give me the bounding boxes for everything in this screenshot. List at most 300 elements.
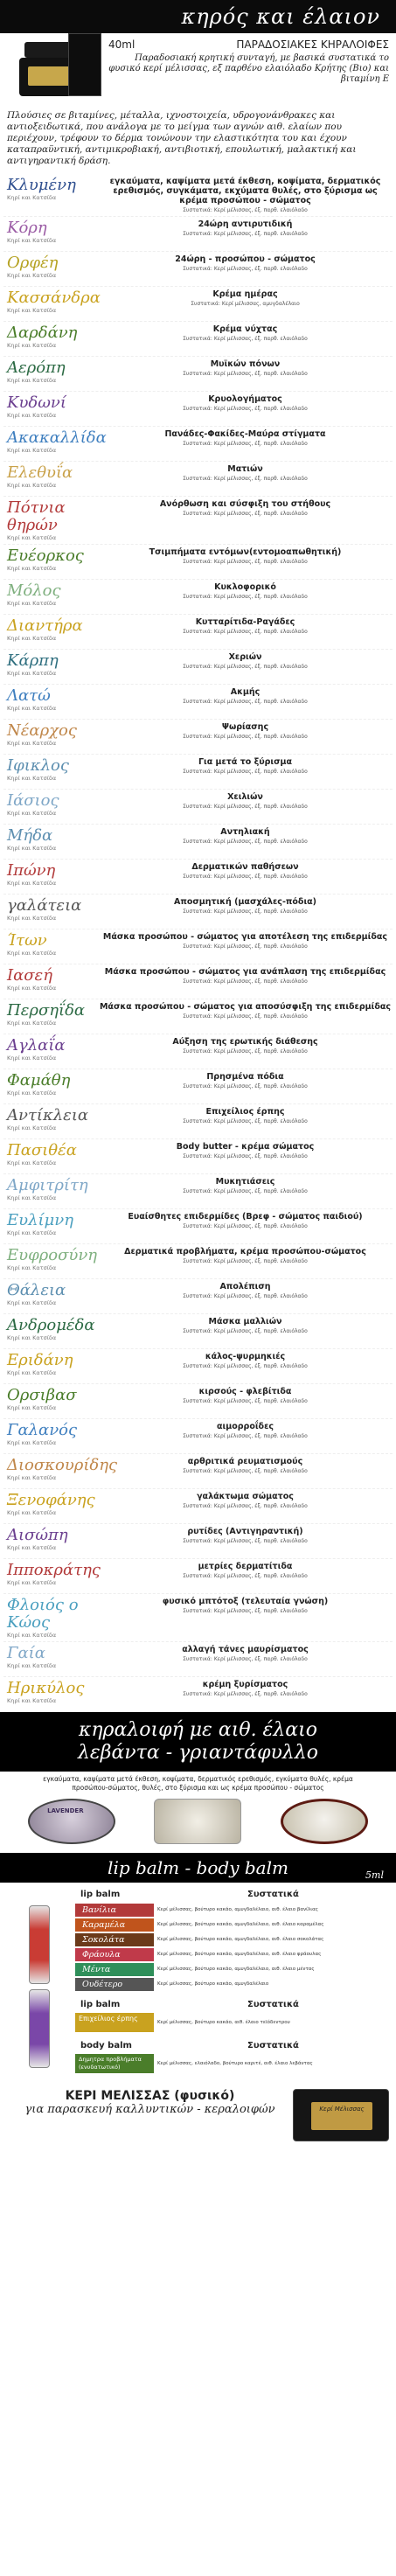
product-desc-col: [98, 687, 393, 716]
product-name-col: [3, 1456, 118, 1486]
product-ingredients: Συστατικά: Κερί μέλισσας, έξ. παρθ. ελαιόλαδο: [183, 1538, 308, 1544]
product-usage: Κρέμα ημέρας: [212, 289, 278, 299]
product-usage: 24ώρη αντιρυτιδική: [198, 219, 293, 229]
product-ingredients: Συστατικά: Κερί μέλισσας, έξ. παρθ. ελαιόλαδο: [183, 207, 308, 213]
product-desc-col: [98, 827, 393, 856]
product-name-col: [3, 289, 101, 318]
product-name-col: [3, 652, 98, 681]
product-subtitle: Κηρί και Κατσίδα: [7, 1299, 57, 1306]
lavender-title-line2: λεβάντα - γριαντάφυλλο: [77, 1742, 319, 1764]
body-balm-header: [75, 2039, 393, 2052]
product-name: Αμφιτρίτη: [7, 1176, 88, 1194]
product-name-col: [3, 932, 98, 961]
product-subtitle: Κηρί και Κατσίδα: [7, 1020, 57, 1027]
product-name-col: [3, 428, 107, 458]
tin-label: LAVENDER: [47, 1807, 84, 1814]
product-desc-col: [98, 1212, 393, 1241]
product-name-col: [3, 967, 98, 996]
product-row: [3, 1104, 393, 1139]
product-name: Ηρικύλος: [7, 1679, 85, 1697]
product-name-col: [3, 1247, 98, 1276]
product-desc-col: [98, 177, 393, 213]
product-desc-col: [98, 464, 393, 493]
product-row: [3, 964, 393, 999]
product-row: [3, 392, 393, 427]
product-subtitle: Κηρί και Κατσίδα: [7, 880, 57, 887]
product-usage: Απολέπιση: [219, 1282, 271, 1291]
product-row: [3, 357, 393, 392]
intro-description: Παραδοσιακή κρητική συνταγή, με βασικά συστατικά το φυσικό κερί μέλισσας, εξ παρθένο ελαιόλαδο Κρήτης (Βιο) και βιταμίνη E: [108, 53, 389, 84]
product-desc-col: [98, 1387, 393, 1416]
lip-balm-flavor-list: [75, 1903, 393, 1991]
product-row: [3, 895, 393, 929]
product-name: Κλυμένη: [7, 176, 76, 194]
product-desc-col: [98, 219, 393, 248]
product-row: [3, 1677, 393, 1712]
product-row: [3, 1419, 393, 1454]
product-ingredients: Συστατικά: Κερί μέλισσας, έξ. παρθ. ελαιόλαδο: [183, 1468, 308, 1474]
product-ingredients: Συστατικά: Κερί μέλισσας, έξ. παρθ. ελαιόλαδο: [183, 874, 308, 880]
product-subtitle: Κηρί και Κατσίδα: [7, 1697, 57, 1704]
product-desc-col: [98, 1597, 393, 1639]
product-name-col: [3, 1177, 98, 1206]
product-ingredients: Συστατικά: Κερί μέλισσας, έξ. παρθ. ελαιόλαδο: [183, 699, 308, 705]
product-ingredients: Συστατικά: Κερί μέλισσας, έξ. παρθ. ελαιόλαδο: [183, 1573, 308, 1579]
product-row: [3, 790, 393, 825]
product-desc-col: [98, 1317, 393, 1346]
product-name-col: [3, 1527, 98, 1556]
product-name: Ευφροσύνη: [7, 1246, 98, 1264]
product-usage: Κυτταρίτιδα-Ραγάδες: [195, 617, 295, 627]
product-usage: Μάσκα προσώπου - σώματος για αποσύσφιξη της επιδερμίδας: [99, 1002, 392, 1012]
product-ingredients: Συστατικά: Κερί μέλισσας, έξ. παρθ. ελαιόλαδο: [183, 1223, 308, 1229]
product-row: [3, 1594, 393, 1642]
product-usage: γαλάκτωμα σώματος: [197, 1492, 294, 1501]
lip-balm-header: [75, 1888, 393, 1903]
product-name-col: [3, 617, 98, 646]
product-row: [3, 1279, 393, 1314]
product-subtitle: Κηρί και Κατσίδα: [7, 635, 57, 642]
product-desc-col: [98, 722, 393, 751]
product-name-col: [3, 1317, 98, 1346]
product-usage: 24ώρη - προσώπου - σώματος: [175, 254, 316, 264]
product-name: Ξενοφάνης: [7, 1491, 95, 1509]
product-name-col: [3, 324, 98, 353]
product-name-col: [3, 792, 98, 821]
product-row: [3, 217, 393, 252]
product-ingredients: Συστατικά: Κερί μέλισσας, έξ. παρθ. ελαιόλαδο: [183, 406, 308, 412]
product-subtitle: Κηρί και Κατσίδα: [7, 985, 57, 992]
product-desc-col: [98, 617, 393, 646]
product-usage: Αύξηση της ερωτικής διάθεσης: [172, 1037, 318, 1047]
product-desc-col: [98, 932, 393, 961]
product-name-col: [3, 177, 98, 213]
product-desc-col: [98, 582, 393, 611]
product-row: [3, 1139, 393, 1174]
product-row: [3, 1314, 393, 1349]
product-name: Ευλίμνη: [7, 1211, 73, 1229]
product-subtitle: Κηρί και Κατσίδα: [7, 845, 57, 852]
product-usage: Δερματικά προβλήματα, κρέμα προσώπου-σώματος: [124, 1247, 366, 1257]
product-ingredients: Συστατικά: Κερί μέλισσας, έξ. παρθ. ελαιόλαδο: [183, 769, 308, 775]
product-subtitle: Κηρί και Κατσίδα: [7, 670, 57, 677]
product-name: Εριδάνη: [7, 1351, 73, 1369]
product-usage: κάλος-ψυρμηκιές: [205, 1352, 286, 1361]
product-row: [3, 462, 393, 497]
product-name: Κασσάνδρα: [7, 289, 101, 307]
product-desc-col: [98, 862, 393, 891]
product-name: Αγλαΐα: [7, 1036, 66, 1055]
product-name-col: [3, 219, 98, 248]
product-usage: Χειλιών: [227, 792, 263, 802]
product-row: [3, 1244, 393, 1279]
beeswax-label: Κερί Μέλισσας: [311, 2102, 372, 2130]
product-subtitle: Κηρί και Κατσίδα: [7, 342, 57, 349]
product-usage: Χεριών: [228, 652, 262, 662]
product-name: γαλάτεια: [7, 896, 82, 915]
ingredients-head-label-2: Συστατικά: [247, 2000, 299, 2009]
product-name: Ιπποκράτης: [7, 1561, 101, 1579]
product-name-col: [3, 1422, 98, 1451]
product-subtitle: Κηρί και Κατσίδα: [7, 377, 57, 384]
lavender-title-line1: κηραλοιφή με αιθ. έλαιο: [78, 1719, 318, 1741]
product-row: [3, 287, 393, 322]
product-usage: μετρίες δερματίτιδα: [198, 1562, 293, 1571]
product-name-col: [3, 897, 98, 926]
product-row: [3, 580, 393, 615]
product-ingredients: Συστατικά: Κερί μέλισσας, έξ. παρθ. ελαιόλαδο: [183, 1433, 308, 1439]
flavor-ingredients: Κερί μέλισσας, βούτυρο κακάο, αμυγδαλέλαιο: [157, 1981, 269, 1987]
product-desc-col: [98, 1177, 393, 1206]
product-row: [3, 1174, 393, 1209]
flavor-ingredients: Κερί μέλισσας, βούτυρο κακάο, αμυγδαλέλαιο, αιθ. έλαιο καραμέλας: [157, 1921, 324, 1927]
flavor-name: Μέντα: [75, 1963, 154, 1976]
product-usage: Για μετά το ξύρισμα: [198, 757, 293, 767]
product-ingredients: Συστατικά: Κερί μέλισσας, έξ. παρθ. ελαιόλαδο: [183, 1083, 308, 1090]
product-desc-col: [98, 254, 393, 283]
product-name-col: [3, 862, 98, 891]
product-subtitle: Κηρί και Κατσίδα: [7, 1334, 57, 1341]
product-subtitle: Κηρί και Κατσίδα: [7, 705, 57, 712]
product-ingredients: Συστατικά: Κερί μέλισσας, έξ. παρθ. ελαιόλαδο: [183, 231, 308, 237]
product-desc-col: [98, 1142, 393, 1171]
product-name-col: [3, 499, 98, 541]
product-subtitle: Κηρί και Κατσίδα: [7, 950, 57, 957]
product-subtitle: Κηρί και Κατσίδα: [7, 565, 57, 572]
balm-area: [0, 1883, 396, 2080]
product-usage: ρυτίδες (Αντιγηραντική): [187, 1527, 303, 1536]
product-desc-col: [98, 757, 393, 786]
product-name: Μόλος: [7, 581, 61, 600]
product-desc-col: [98, 1645, 393, 1674]
product-row: [3, 1384, 393, 1419]
product-ingredients: Συστατικά: Κερί μέλισσας, έξ. παρθ. ελαιόλαδο: [183, 1188, 308, 1194]
product-name: Λατώ: [7, 686, 51, 705]
product-name: Πότνια θηρών: [7, 498, 66, 534]
product-desc-col: [98, 1562, 393, 1591]
flavor-ingredients: Κερί μέλισσας, βούτυρο κακάο, αμυγδαλέλαιο, αιθ. έλαιο φράουλας: [157, 1951, 322, 1957]
beeswax-text: [7, 2089, 293, 2141]
product-desc-col: [98, 429, 393, 458]
product-name: Φαμάθη: [7, 1071, 71, 1090]
product-ingredients: Συστατικά: Κερί μέλισσας, έξ. παρθ. ελαιόλαδο: [183, 978, 308, 985]
flavor-ingredients: Κερί μέλισσας, βούτυρο κακάο, αμυγδαλέλαιο, αιθ. έλαιο σοκολάτας: [157, 1936, 324, 1942]
product-desc-col: [98, 1422, 393, 1451]
product-name: Θάλεια: [7, 1281, 66, 1299]
product-usage: Μάσκα προσώπου - σώματος για ανάπλαση της επιδερμίδας: [104, 967, 386, 977]
product-usage: Δερματικών παθήσεων: [191, 862, 299, 872]
product-desc-col: [98, 1247, 393, 1276]
product-usage: Τσιμπήματα εντόμων(εντομοαπωθητική): [149, 547, 342, 557]
product-desc-col: [98, 1037, 393, 1066]
product-name-col: [3, 722, 98, 751]
product-name-col: [3, 1142, 98, 1171]
product-name: Ιπώνη: [7, 861, 56, 880]
product-ingredients: Συστατικά: Κερί μέλισσας, έξ. παρθ. ελαιόλαδο: [183, 1153, 308, 1159]
product-subtitle: Κηρί και Κατσίδα: [7, 1194, 57, 1201]
ingredients-head-label: Συστατικά: [247, 1890, 299, 1899]
product-row: [3, 1209, 393, 1244]
product-ingredients: Συστατικά: Κερί μέλισσας, έξ. παρθ. ελαιόλαδο: [183, 839, 308, 845]
product-desc-col: [98, 1107, 393, 1136]
product-usage: Ματιών: [227, 464, 263, 474]
product-usage: Μάσκα προσώπου - σώματος για αποτέλεση της επιδερμίδας: [102, 932, 388, 942]
product-subtitle: Κηρί και Κατσίδα: [7, 1369, 57, 1376]
product-name: Ανδρομέδα: [7, 1316, 95, 1334]
flavor-name: Καραμέλα: [75, 1918, 154, 1932]
product-usage: Επιχείλιος έρπης: [205, 1107, 285, 1117]
product-row: [3, 1034, 393, 1069]
lip-balm-flavor-row: [75, 1947, 393, 1961]
product-ingredients: Συστατικά: Κερί μέλισσας, έξ. παρθ. ελαιόλαδο: [183, 1328, 308, 1334]
product-name-col: [3, 827, 98, 856]
product-subtitle: Κηρί και Κατσίδα: [7, 482, 57, 489]
lip-balm-flavor-row: [75, 1962, 393, 1976]
product-row: [3, 1489, 393, 1524]
product-name-col: [3, 1645, 98, 1674]
product-name: Κάρπη: [7, 651, 59, 670]
product-ingredients: Συστατικά: Κερί μέλισσας, έξ. παρθ. ελαιόλαδο: [183, 734, 308, 740]
lip-balm-extra-name: Επιχείλιος έρπης: [75, 2013, 154, 2032]
product-ingredients: Συστατικά: Κερί μέλισσας, έξ. παρθ. ελαιόλαδο: [183, 629, 308, 635]
product-subtitle: Κηρί και Κατσίδα: [7, 775, 57, 782]
product-row: [3, 427, 393, 462]
product-name-col: [3, 1212, 98, 1241]
intro-heading: ΠΑΡΑΔΟΣΙΑΚΕΣ ΚΗΡΑΛΟΙΦΕΣ: [236, 38, 389, 51]
product-name: Γαία: [7, 1644, 45, 1662]
product-usage: αιμορροΐδες: [216, 1422, 274, 1431]
product-name-col: [3, 1072, 98, 1101]
product-name: Φλοιός ο Κώος: [7, 1596, 79, 1632]
product-name-col: [3, 1002, 98, 1031]
product-desc-col: [98, 359, 393, 388]
product-usage: Ακμής: [230, 687, 261, 697]
product-desc-col: [98, 394, 393, 423]
product-ingredients: Συστατικά: Κερί μέλισσας, έξ. παρθ. ελαιόλαδο: [183, 1118, 308, 1124]
product-desc-col: [98, 792, 393, 821]
product-row: [3, 685, 393, 720]
product-desc-col: [98, 324, 393, 353]
product-desc-col: [98, 652, 393, 681]
product-usage: εγκαύματα, καψίματα μετά έκθεση, κοψίματα, δερματικός ερεθισμός, συγκάματα, εκχύματα θυλές, στο ξύρισμα ως κρέμα προσώπου - σώματος: [109, 177, 381, 205]
product-desc-col: [98, 1282, 393, 1311]
beeswax-subtitle: για παρασκευή καλλυντικών - κεραλοιφών: [24, 2103, 275, 2116]
product-row: [3, 1454, 393, 1489]
product-usage: Μυκητιάσεις: [215, 1177, 275, 1187]
product-desc-col: [98, 1680, 393, 1709]
product-usage: Ευαίσθητες επιδερμίδες (Βρεφ - σώματος παιδιού): [128, 1212, 363, 1222]
product-name-col: [3, 582, 98, 611]
product-name: Ορσιβασ: [7, 1386, 77, 1404]
product-name-col: [3, 757, 98, 786]
product-usage: Ανόρθωση και σύσφιξη του στήθους: [159, 499, 331, 509]
product-subtitle: Κηρί και Κατσίδα: [7, 1264, 57, 1271]
balm-banner-title: lip balm - body balm: [108, 1857, 288, 1878]
product-row: [3, 825, 393, 860]
product-desc-col: [98, 1457, 393, 1486]
product-ingredients: Συστατικά: Κερί μέλισσας, έξ. παρθ. ελαιόλαδο: [183, 476, 308, 482]
product-ingredients: Συστατικά: Κερί μέλισσας, έξ. παρθ. ελαιόλαδο: [183, 943, 308, 950]
product-ingredients: Συστατικά: Κερί μέλισσας, έξ. παρθ. ελαιόλαδο: [183, 511, 308, 517]
product-name: Διοσκουρίδης: [7, 1456, 118, 1474]
product-name: Πασιθέα: [7, 1141, 77, 1159]
product-ingredients: Συστατικά: Κερί μέλισσας, έξ. παρθ. ελαιόλαδο: [183, 266, 308, 272]
product-name: Κυδωνί: [7, 393, 66, 412]
product-name-col: [3, 1387, 98, 1416]
product-subtitle: Κηρί και Κατσίδα: [7, 1229, 57, 1236]
product-name: Ιφικλος: [7, 756, 69, 775]
product-ingredients: Συστατικά: Κερί μέλισσας, έξ. παρθ. ελαιόλαδο: [183, 909, 308, 915]
product-ingredients: Συστατικά: Κερί μέλισσας, έξ. παρθ. ελαιόλαδο: [183, 664, 308, 670]
product-subtitle: Κηρί και Κατσίδα: [7, 1544, 57, 1551]
product-desc-col: [98, 1527, 393, 1556]
product-row: [3, 755, 393, 790]
long-description: Πλούσιες σε βιταμίνες, μέταλλα, ιχνοστοιχεία, υδρογονάνθρακες και αντιοξειδωτικά, που ανάλογα με το μείγμα των αγνών αιθ. ελαίων που περιέχουν, τρέφουν το δέρμα τονώνουν την ελαστικότητα του και έχουν καταπραϋντική, αντιμικροβιακή, αντιβιοτική, επουλωτική, μαλακτική και αντιγηραντική δράση.: [7, 110, 357, 166]
product-name: Ίτων: [7, 931, 47, 950]
product-subtitle: Κηρί και Κατσίδα: [7, 1404, 57, 1411]
product-ingredients: Συστατικά: Κερί μέλισσας, έξ. παρθ. ελαιόλαδο: [183, 1013, 308, 1020]
lip-balm-head-label-2: lip balm: [80, 2000, 121, 2009]
intro-section: [0, 33, 396, 108]
flavor-name: Σοκολάτα: [75, 1933, 154, 1946]
product-desc-col: [98, 1352, 393, 1381]
product-name: Ακακαλλίδα: [7, 428, 107, 447]
body-balm-ingredients: Κερί μέλισσας, ελαιόλαδο, βούτυρο καριτέ, αιθ. έλαιο λεβάντας: [157, 2060, 313, 2066]
product-usage: Body butter - κρέμα σώματος: [176, 1142, 315, 1152]
product-ingredients: Συστατικά: Κερί μέλισσας, έξ. παρθ. ελαιόλαδο: [183, 559, 308, 565]
product-row: [3, 929, 393, 964]
product-name: Ιασεή: [7, 966, 52, 985]
product-subtitle: Κηρί και Κατσίδα: [7, 1090, 57, 1097]
lip-balm-flavor-row: [75, 1903, 393, 1917]
product-name-col: [3, 359, 98, 388]
lip-balm-flavor-row: [75, 1918, 393, 1932]
product-name-col: [3, 394, 98, 423]
product-name-col: [3, 1107, 98, 1136]
product-usage: κρέμη ξυρίσματος: [202, 1680, 288, 1689]
product-name: Ιάσιος: [7, 791, 59, 810]
flavor-ingredients: Κερί μέλισσας, βούτυρο κακάο, αμυγδαλέλαιο, αιθ. έλαιο βανίλιας: [157, 1906, 318, 1912]
product-ingredients: Συστατικά: Κερί μέλισσας, έξ. παρθ. ελαιόλαδο: [183, 1691, 308, 1697]
product-subtitle: Κηρί και Κατσίδα: [7, 447, 57, 454]
product-name: Ευέορκος: [7, 547, 84, 565]
product-desc-col: [98, 1072, 393, 1101]
product-ingredients: Συστατικά: Κερί μέλισσας, έξ. παρθ. ελαιόλαδο: [183, 1363, 308, 1369]
product-name-col: [3, 254, 98, 283]
flavor-ingredients: Κερί μέλισσας, βούτυρο κακάο, αμυγδαλέλαιο, αιθ. έλαιο μέντας: [157, 1966, 315, 1972]
product-name-col: [3, 1561, 101, 1591]
flavor-name: Βανίλια: [75, 1904, 154, 1917]
lip-balm-header-2: [75, 1998, 393, 2011]
product-subtitle: Κηρί και Κατσίδα: [7, 1055, 57, 1062]
lip-balm-stick: [29, 1905, 50, 1984]
product-row: [3, 1349, 393, 1384]
header-banner: [0, 0, 396, 33]
product-row: [3, 1069, 393, 1104]
product-subtitle: Κηρί και Κατσίδα: [7, 1439, 57, 1446]
page-title: κηρός και έλαιον: [181, 4, 380, 29]
product-row: [3, 1559, 393, 1594]
product-row: [3, 497, 393, 545]
product-name: Διαντήρα: [7, 616, 83, 635]
product-subtitle: Κηρί και Κατσίδα: [7, 1632, 57, 1639]
product-subtitle: Κηρί και Κατσίδα: [7, 1662, 57, 1669]
product-desc-col: [98, 499, 393, 541]
product-usage: κιρσούς - φλεβίτιδα: [198, 1387, 292, 1396]
product-usage: αλλαγή τάνες μαυρίσματος: [182, 1645, 309, 1654]
product-desc-col: [98, 897, 393, 926]
product-row: [3, 615, 393, 650]
product-subtitle: Κηρί και Κατσίδα: [7, 272, 57, 279]
product-row: [3, 1642, 393, 1677]
product-desc-col: [98, 547, 393, 576]
product-usage: Ψωρίασης: [221, 722, 269, 732]
product-ingredients: Συστατικά: Κερί μέλισσας, έξ. παρθ. ελαιόλαδο: [183, 804, 308, 810]
product-name: Γαλανός: [7, 1421, 78, 1439]
product-name: Αισώπη: [7, 1526, 68, 1544]
product-ingredients: Συστατικά: Κερί μέλισσας, έξ. παρθ. ελαιόλαδο: [183, 1398, 308, 1404]
flavor-name: Ουδέτερο: [75, 1978, 154, 1991]
product-subtitle: Κηρί και Κατσίδα: [7, 600, 57, 607]
product-subtitle: Κηρί και Κατσίδα: [7, 1579, 57, 1586]
balm-table: [75, 1888, 393, 2075]
product-usage: αρθριτικά ρευματισμούς: [187, 1457, 303, 1466]
product-subtitle: Κηρί και Κατσίδα: [7, 1474, 57, 1481]
product-desc-col: [98, 1002, 393, 1031]
product-ingredients: Συστατικά: Κερί μέλισσας, έξ. παρθ. ελαιόλαδο: [183, 1503, 308, 1509]
product-name: Νέαρχος: [7, 721, 77, 740]
lip-balm-stick: [29, 1989, 50, 2068]
product-row: [3, 720, 393, 755]
product-row: [3, 174, 393, 217]
product-subtitle: Κηρί και Κατσίδα: [7, 1509, 57, 1516]
product-subtitle: Κηρί και Κατσίδα: [7, 740, 57, 747]
product-row: [3, 1524, 393, 1559]
product-subtitle: Κηρί και Κατσίδα: [7, 534, 57, 541]
product-name-col: [3, 687, 98, 716]
product-usage: Κρέμα νύχτας: [212, 324, 278, 334]
product-ingredients: Συστατικά: Κερί μέλισσας, έξ. παρθ. ελαιόλαδο: [183, 336, 308, 342]
product-name: Αντίκλεια: [7, 1106, 89, 1124]
product-usage: Μάσκα μαλλιών: [208, 1317, 282, 1326]
product-name-col: [3, 547, 98, 576]
product-subtitle: Κηρί και Κατσίδα: [7, 1124, 57, 1131]
product-subtitle: Κηρί και Κατσίδα: [7, 237, 57, 244]
product-ingredients: Συστατικά: Κερί μέλισσας, έξ. παρθ. ελαιόλαδο: [183, 1048, 308, 1055]
product-row: [3, 999, 393, 1034]
product-name: Δαρδάνη: [7, 324, 78, 342]
product-ingredients: Συστατικά: Κερί μέλισσας, έξ. παρθ. ελαιόλαδο: [183, 594, 308, 600]
